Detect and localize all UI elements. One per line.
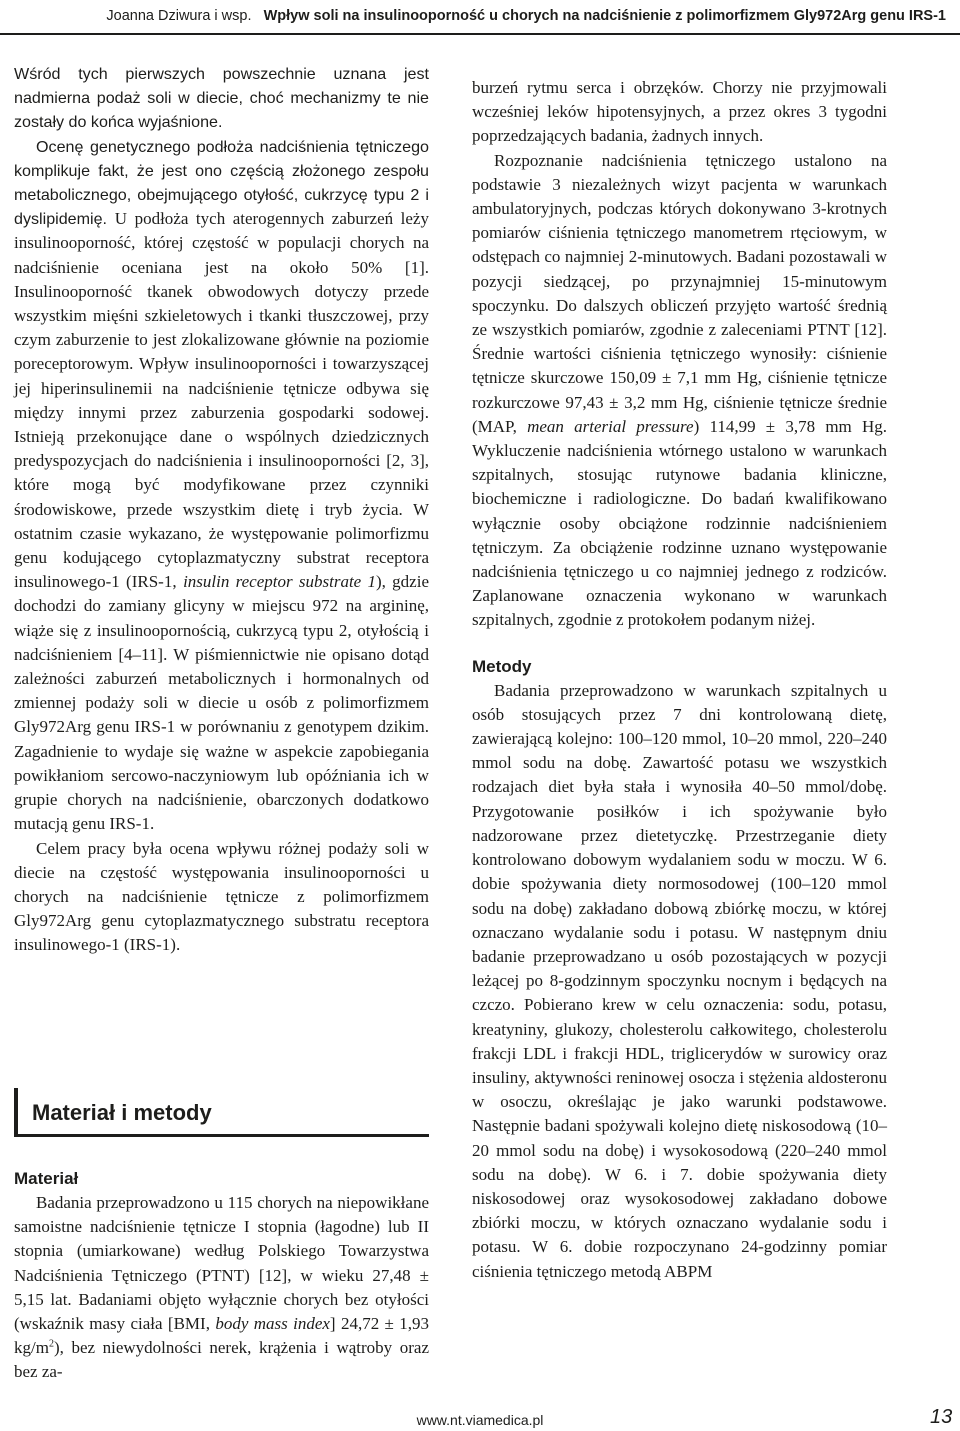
left-paragraph-2a-text: Ocenę genetycznego podłoża nadciśnienia tętniczego komplikuje fakt, że jest ono częścią złożonego zespołu metabolicznego, obejmującego otyłość, cukrzycę typu 2 i dyslipidemię. [14,137,429,229]
right-paragraph-2a: Rozpoznanie nadciśnienia tętniczego ustalono na podstawie 3 niezależnych wizyt pacjenta w warunkach ambulatoryjnych, podczas których dokonywano 3-krotnych pomiarów ciśnienia tętniczego manometrem rtęciowym, w odstępach co najmniej 2-minutowych. Badani pozostawali w pozycji siedzącej, po przynajmniej 15-minutowym spoczynku. Do dalszych obliczeń przyjęto wartość średnią ze wszystkich pomiarów, zgodnie z zaleceniami PTNT [12]. Średnie wartości ciśnienia tętniczego wynosiły: ciśnienie tętnicze skurczowe 150,09 ± 7,1 mm Hg, ciśnienie tętnicze rozkurczowe 97,43 ± 3,2 mm Hg, ciśnienie tętnicze średnie (MAP, [472,150,887,436]
material-paragraph [14,1191,429,1385]
running-head [0,8,946,24]
left-column [14,62,429,958]
right-paragraph-2 [472,149,887,633]
metody-paragraph: Badania przeprowadzono w warunkach szpitalnych u osób stosujących przez 7 dni kontrolowaną dietę, zawierającą kolejno: 100–120 mmol, 10–20 mmol, 220–240 mmol sodu na dobę. Zawartość potasu we wszystkich rodzajach diet była stała i wynosiła 40–50 mmol/dobę. Przygotowanie posiłków i ich spożywanie było nadzorowane przez dietetyczkę. Przestrzeganie diety kontrolowano dobowym wydalaniem sodu w moczu. W 6. dobie spożywania diety normosodowej (100–120 mmol sodu na dobę) zakładano dobową zbiórkę moczu, w której oznaczano wydalanie sodu i potasu. W następnym dniu badanie przeprowadzano u osób pozostających w pozycji leżącej po 8-godzinnym spoczynku nocnym i będących na czczo. Pobierano krew w celu oznaczenia: sodu, potasu, kreatyniny, glukozy, cholesterolu całkowitego, cholesterolu frakcji LDL i frakcji HDL, triglicerydów w surowicy oraz insuliny, aktywności reninowej osocza i stężenia aldosteronu w osoczu, określając je jako warunki podstawowe. Następnie badani spożywali kolejno dietę niskosodową (10–20 mmol sodu na dobę) i wysokosodową (220–240 mmol sodu na dobę). W 6. i 7. dobie spożywania diety niskosodowej oraz wysokosodowej zakładano dobowe zbiórki moczu, w których oznaczano wydalanie sodu i potasu. W 6. dobie rozpoczynano 24-godzinny pomiar ciśnienia tętniczego metodą ABPM [472,680,887,1281]
left-paragraph-2b-text: U podłoża tych aterogennych zaburzeń leży insulinooporność, której częstość w populacji chorych na nadciśnienie oceniana jest na około 50% [1]. Insulinooporność tkanek obwodowych dotyczy przede wszystkim mięśni szkieletowych i tkanki tłuszczowej, przy czym zaburzenie to jest zlokalizowane głównie na poziomie poreceptorowym. Wpływ insulinooporności i towarzyszącej jej hiperinsulinemii na nadciśnienie tętnicze odbywa się między innymi przez zaburzenia gospodarki sodowej. Istnieją przekonujące dane o wspólnych dziedzicznych predyspozycjach do nadciśnienia i insulinooporności [2, 3], które mogą być modyfikowane przez czynniki środowiskowe, przede wszystkim dietę i tryb życia. W ostatnim czasie wykazano, że występowanie polimorfizmu genu kodującego cytoplazmatyczny substrat receptora insulinowego-1 (IRS-1, [14,209,429,592]
running-head-authors: Joanna Dziwura i wsp. [106,8,252,24]
left-paragraph-1: Wśród tych pierwszych powszechnie uznana jest nadmierna podaż soli w diecie, choć mechanizmy te nie zostały do końca wyjaśnione. [14,65,429,132]
material-text-a: Badania przeprowadzono u 115 chorych na niepowikłane samoistne nadciśnienie tętnicze I stopnia (łagodne) lub II stopnia (umiarkowane) według Polskiego Towarzystwa Nadciśnienia Tętniczego (PTNT) [12], w wieku 27,48 ± 5,15 lat. Badaniami objęto wyłącznie chorych bez otyłości (wskaźnik masy ciała [BMI, [14,1193,429,1334]
right-paragraph-1: burzeń rytmu serca i obrzęków. Chorzy nie przyjmowali wcześniej leków hipotensyjnych, a przez okres 3 tygodni poprzedzających badania, żadnych innych. [472,78,887,146]
right-paragraph-2-italic: mean arterial pressure [527,416,694,436]
section-heading-materials-methods: Materiał i metody [14,1088,429,1137]
page-number: 13 [930,1406,953,1428]
material-text-sup: 2 [48,1338,54,1350]
right-paragraph-2b: ) 114,99 ± 3,78 mm Hg. Wykluczenie nadciśnienia wtórnego ustalono w warunkach szpitalnych, stosując rutynowe badania kliniczne, biochemiczne i radiologiczne. Do badań kwalifikowano wyłącznie osoby obciążone rodzinnie nadciśnieniem tętniczym. Za obciążenie rodzinne uznano występowanie nadciśnienia tętniczego u co najmniej jednego z rodziców. Zaplanowane oznaczenia wykonano w warunkach szpitalnych, zgodnie z protokołem podanym niżej. [472,416,888,630]
metody-heading: Metody [472,656,532,676]
left-paragraph-3: Celem pracy była ocena wpływu różnej podaży soli w diecie na częstość występowania insulinooporności u chorych na nadciśnienie tętnicze z polimorfizmem Gly972Arg genu cytoplazmatycznego substratu receptora insulinowego-1 (IRS-1). [14,838,429,955]
left-paragraph-2a [14,135,429,837]
left-paragraph-2c-text: ), gdzie dochodzi do zamiany glicyny w miejscu 972 na argininę, wiąże się z insulinoopornością, cukrzycą typu 2, otyłością i nadciśnieniem [4–11]. W piśmiennictwie nie opisano dotąd zależności zaburzeń metabolicznych i hormonalnych od zmiennej podaży soli w diecie u osób z polimorfizmem Gly972Arg genu IRS-1 w porównaniu z genotypem dzikim. Zagadnienie to wydaje się ważne w aspekcie zapobiegania powikłaniom sercowo-naczyniowym lub opóźniania ich w grupie chorych na nadciśnienie, obarczonych dodatkowo mutacją genu IRS-1. [14,572,429,834]
left-paragraph-2b-italic: insulin receptor substrate 1 [183,572,376,592]
material-text-italic: body mass index [215,1314,330,1334]
material-heading: Materiał [14,1169,79,1188]
footer-url: www.nt.viamedica.pl [416,1412,544,1428]
right-column [472,76,887,1284]
material-text-c: ), bez niewydolności nerek, krążenia i wątroby oraz bez za- [14,1338,429,1382]
material-text-b: ] 24,72 ± 1,93 kg/m [14,1314,429,1358]
metody-block [472,655,887,1284]
material-block [14,1167,429,1385]
running-head-title: Wpływ soli na insulinooporność u chorych na nadciśnienie z polimorfizmem Gly972Arg genu IRS-1 [263,8,946,24]
header-rule [0,33,960,35]
